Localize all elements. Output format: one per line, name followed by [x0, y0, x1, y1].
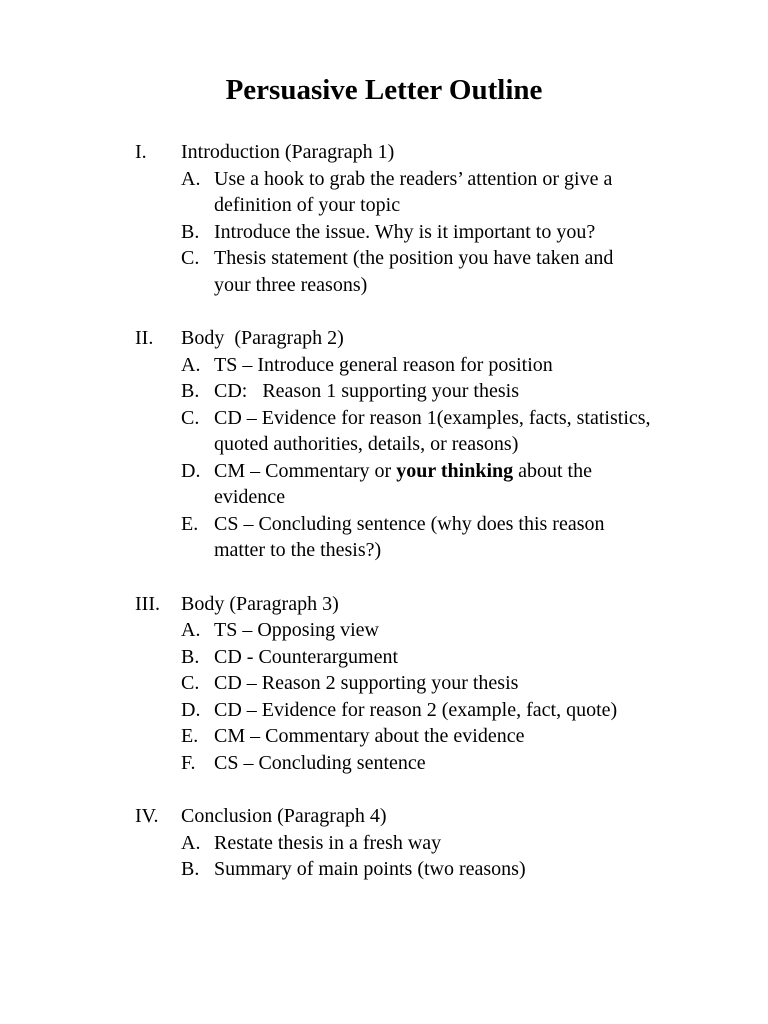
item-letter: D.	[181, 698, 201, 721]
item-text: Restate thesis in a fresh way	[214, 831, 442, 854]
section-conclusion	[135, 803, 695, 883]
document-title: Persuasive Letter Outline	[225, 74, 543, 106]
section-numeral: IV.	[135, 805, 159, 827]
list-item	[135, 405, 695, 458]
emphasis-text: your thinking	[396, 459, 514, 482]
section-heading	[135, 591, 695, 618]
item-text: Use a hook to grab the readers’ attention or give a definition of your topic	[214, 167, 613, 216]
item-text: Introduce the issue. Why is it important to you?	[214, 220, 596, 243]
list-item	[135, 166, 695, 219]
item-text: Summary of main points (two reasons)	[214, 858, 526, 880]
item-text-after: about the evidence	[214, 459, 597, 508]
item-text: CD – Reason 2 supporting your thesis	[214, 672, 519, 694]
section-body-paragraph-2	[135, 325, 695, 564]
section-body-paragraph-3	[135, 591, 695, 777]
section-heading	[135, 803, 695, 830]
item-list	[135, 166, 695, 299]
section-heading-text: Conclusion (Paragraph 4)	[181, 805, 387, 827]
item-letter: D.	[181, 459, 201, 482]
list-item	[135, 219, 695, 246]
item-text: TS – Introduce general reason for position	[214, 353, 553, 376]
item-letter: B.	[181, 858, 200, 880]
item-letter: A.	[181, 619, 201, 641]
list-item	[135, 458, 695, 511]
item-letter: C.	[181, 247, 200, 269]
list-item	[135, 750, 695, 777]
item-text: TS – Opposing view	[214, 619, 379, 641]
item-text: CD - Counterargument	[214, 645, 399, 668]
item-letter: A.	[181, 831, 201, 854]
list-item	[135, 723, 695, 750]
item-letter: E.	[181, 725, 199, 747]
section-numeral: I.	[135, 141, 147, 163]
list-item	[135, 856, 695, 883]
item-letter: A.	[181, 167, 201, 190]
item-text: CM – Commentary about the evidence	[214, 725, 525, 747]
outline	[135, 139, 695, 910]
item-letter: C.	[181, 406, 200, 429]
section-heading-text: Introduction (Paragraph 1)	[181, 141, 395, 163]
item-text: CD – Evidence for reason 1(examples, facts, statistics, quoted authorities, details, or reasons)	[214, 406, 651, 455]
item-letter: B.	[181, 380, 200, 402]
item-list	[135, 352, 695, 564]
item-list	[135, 830, 695, 883]
list-item	[135, 245, 695, 298]
item-text: CS – Concluding sentence (why does this reason matter to the thesis?)	[214, 512, 605, 561]
item-text: CS – Concluding sentence	[214, 751, 426, 774]
list-item	[135, 697, 695, 724]
item-letter: B.	[181, 645, 200, 668]
item-letter: A.	[181, 353, 201, 376]
section-numeral: III.	[135, 592, 160, 615]
list-item	[135, 378, 695, 405]
item-text: CD – Evidence for reason 2 (example, fact, quote)	[214, 698, 618, 721]
list-item	[135, 511, 695, 564]
item-list	[135, 617, 695, 776]
item-letter: B.	[181, 220, 200, 243]
section-heading-text: Body (Paragraph 3)	[181, 592, 339, 615]
list-item	[135, 670, 695, 697]
list-item	[135, 644, 695, 671]
item-letter: E.	[181, 512, 199, 535]
section-heading	[135, 325, 695, 352]
section-heading	[135, 139, 695, 166]
item-text	[214, 458, 654, 511]
section-introduction	[135, 139, 695, 298]
section-numeral: II.	[135, 327, 154, 349]
item-letter: C.	[181, 672, 200, 694]
item-text-before: CM – Commentary or	[214, 459, 397, 482]
item-text: CD: Reason 1 supporting your thesis	[214, 380, 519, 402]
item-letter: F.	[181, 751, 196, 774]
list-item	[135, 617, 695, 644]
item-text: Thesis statement (the position you have taken and your three reasons)	[214, 247, 614, 296]
list-item	[135, 830, 695, 857]
section-heading-text: Body (Paragraph 2)	[181, 327, 344, 349]
list-item	[135, 352, 695, 379]
